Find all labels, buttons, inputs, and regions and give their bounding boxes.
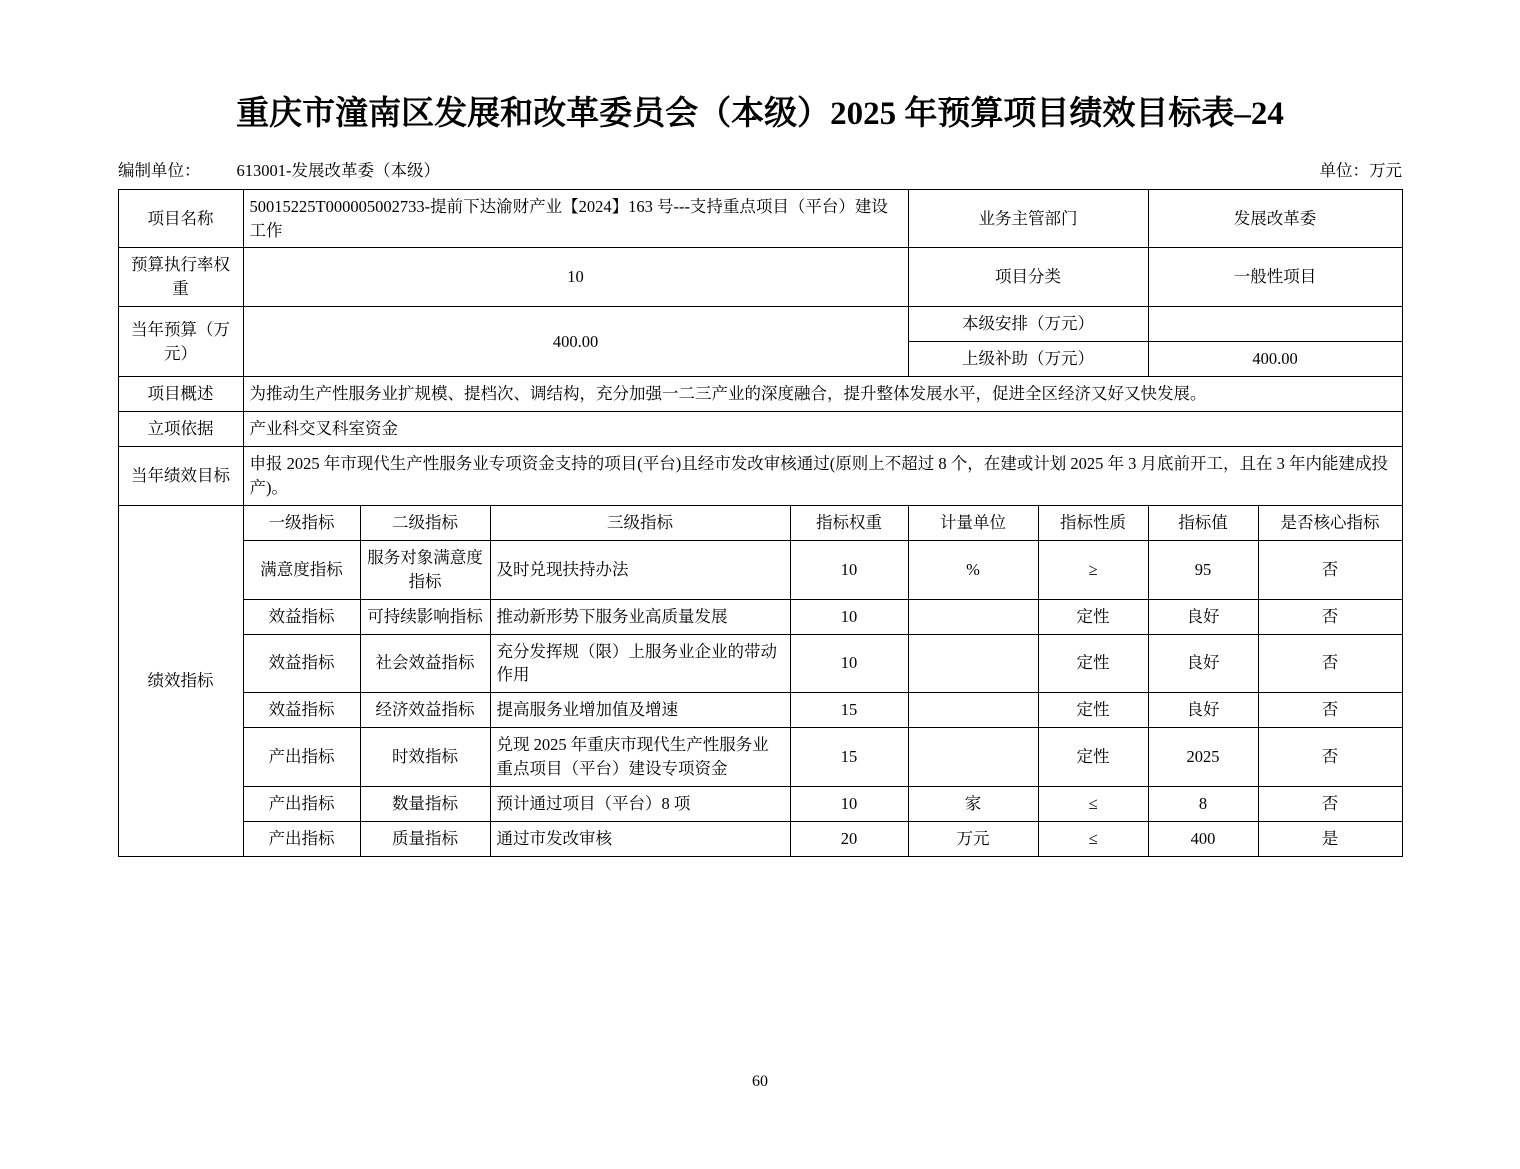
- indicator-weight: 20: [790, 822, 908, 857]
- performance-target-table: [118, 189, 1403, 857]
- indicator-header-row: [118, 505, 1402, 540]
- year-budget-value: 400.00: [243, 307, 908, 377]
- indicator-core: 否: [1258, 540, 1402, 599]
- indicator-level1: 产出指标: [243, 728, 360, 787]
- year-goal-value: 申报 2025 年市现代生产性服务业专项资金支持的项目(平台)且经市发改审核通过(原则上不超过 8 个，在建或计划 2025 年 3 月底前开工，且在 3 年内能建成投产)。: [243, 446, 1402, 505]
- indicator-header-nature: 指标性质: [1038, 505, 1148, 540]
- table-row-local-arrange: [118, 307, 1402, 342]
- indicator-level2: 质量指标: [360, 822, 490, 857]
- indicator-nature: ≤: [1038, 822, 1148, 857]
- overview-value: 为推动生产性服务业扩规模、提档次、调结构，充分加强一二三产业的深度融合，提升整体发展水平，促进全区经济又好又快发展。: [243, 377, 1402, 412]
- table-row: [118, 693, 1402, 728]
- indicator-level1: 满意度指标: [243, 540, 360, 599]
- document-page: [0, 95, 1520, 1169]
- indicator-unit: [908, 693, 1038, 728]
- indicator-nature: ≤: [1038, 787, 1148, 822]
- project-name-label: 项目名称: [118, 189, 243, 248]
- indicator-core: 否: [1258, 787, 1402, 822]
- indicator-level3: 推动新形势下服务业高质量发展: [490, 599, 790, 634]
- indicator-unit: [908, 728, 1038, 787]
- indicator-header-unit: 计量单位: [908, 505, 1038, 540]
- indicator-level3: 通过市发改审核: [490, 822, 790, 857]
- indicator-nature: 定性: [1038, 693, 1148, 728]
- indicator-header-level2: 二级指标: [360, 505, 490, 540]
- upper-subsidy-value: 400.00: [1148, 342, 1402, 377]
- dept-label: 业务主管部门: [908, 189, 1148, 248]
- indicator-header-level3: 三级指标: [490, 505, 790, 540]
- table-row: [118, 599, 1402, 634]
- indicator-weight: 10: [790, 540, 908, 599]
- indicator-weight: 10: [790, 787, 908, 822]
- indicator-level1: 产出指标: [243, 787, 360, 822]
- indicator-level1: 效益指标: [243, 599, 360, 634]
- indicator-header-value: 指标值: [1148, 505, 1258, 540]
- indicator-nature: 定性: [1038, 599, 1148, 634]
- indicator-value: 8: [1148, 787, 1258, 822]
- indicator-core: 否: [1258, 634, 1402, 693]
- table-row-project-name: [118, 189, 1402, 248]
- exec-weight-label: 预算执行率权重: [118, 248, 243, 307]
- indicator-core: 否: [1258, 599, 1402, 634]
- indicator-level3: 充分发挥规（限）上服务业企业的带动作用: [490, 634, 790, 693]
- dept-value: 发展改革委: [1148, 189, 1402, 248]
- indicator-weight: 10: [790, 599, 908, 634]
- meta-row: [0, 157, 1520, 181]
- table-row-exec-weight: [118, 248, 1402, 307]
- unit-label: 单位：万元: [1319, 160, 1402, 180]
- indicator-level2: 社会效益指标: [360, 634, 490, 693]
- indicator-level3: 兑现 2025 年重庆市现代生产性服务业重点项目（平台）建设专项资金: [490, 728, 790, 787]
- indicator-unit: [908, 599, 1038, 634]
- indicator-level3: 预计通过项目（平台）8 项: [490, 787, 790, 822]
- indicator-value: 良好: [1148, 599, 1258, 634]
- table-row-basis: [118, 412, 1402, 447]
- indicator-unit: %: [908, 540, 1038, 599]
- indicator-nature: ≥: [1038, 540, 1148, 599]
- overview-label: 项目概述: [118, 377, 243, 412]
- indicators-section-label: 绩效指标: [118, 505, 243, 856]
- indicator-unit: [908, 634, 1038, 693]
- indicator-value: 良好: [1148, 693, 1258, 728]
- indicator-nature: 定性: [1038, 728, 1148, 787]
- indicator-value: 400: [1148, 822, 1258, 857]
- project-name-value: 50015225T000005002733-提前下达渝财产业【2024】163 号---支持重点项目（平台）建设工作: [243, 189, 908, 248]
- page-number: 60: [752, 1073, 768, 1090]
- table-row: [118, 787, 1402, 822]
- exec-weight-value: 10: [243, 248, 908, 307]
- indicator-level1: 效益指标: [243, 634, 360, 693]
- indicator-core: 是: [1258, 822, 1402, 857]
- indicator-level2: 经济效益指标: [360, 693, 490, 728]
- local-arrange-label: 本级安排（万元）: [908, 307, 1148, 342]
- upper-subsidy-label: 上级补助（万元）: [908, 342, 1148, 377]
- indicator-level3: 提高服务业增加值及增速: [490, 693, 790, 728]
- indicator-level1: 产出指标: [243, 822, 360, 857]
- indicator-level2: 服务对象满意度指标: [360, 540, 490, 599]
- compiler-info: [118, 157, 440, 181]
- indicator-weight: 15: [790, 728, 908, 787]
- indicator-header-weight: 指标权重: [790, 505, 908, 540]
- indicator-header-core: 是否核心指标: [1258, 505, 1402, 540]
- page-title: 重庆市潼南区发展和改革委员会（本级）2025 年预算项目绩效目标表–24: [236, 96, 1284, 132]
- basis-value: 产业科交叉科室资金: [243, 412, 1402, 447]
- year-goal-label: 当年绩效目标: [118, 446, 243, 505]
- indicator-core: 否: [1258, 728, 1402, 787]
- indicator-level1: 效益指标: [243, 693, 360, 728]
- table-row: [118, 728, 1402, 787]
- table-row: [118, 634, 1402, 693]
- category-label: 项目分类: [908, 248, 1148, 307]
- indicator-unit: 万元: [908, 822, 1038, 857]
- compiler-value: 613001-发展改革委（本级）: [236, 160, 440, 180]
- indicator-level2: 数量指标: [360, 787, 490, 822]
- indicator-weight: 10: [790, 634, 908, 693]
- indicator-core: 否: [1258, 693, 1402, 728]
- indicator-nature: 定性: [1038, 634, 1148, 693]
- indicator-value: 2025: [1148, 728, 1258, 787]
- indicator-value: 95: [1148, 540, 1258, 599]
- indicator-weight: 15: [790, 693, 908, 728]
- table-row-year-goal: [118, 446, 1402, 505]
- compiler-label: 编制单位：: [118, 160, 201, 180]
- indicator-header-level1: 一级指标: [243, 505, 360, 540]
- table-row: [118, 822, 1402, 857]
- local-arrange-value: [1148, 307, 1402, 342]
- category-value: 一般性项目: [1148, 248, 1402, 307]
- basis-label: 立项依据: [118, 412, 243, 447]
- indicator-level3: 及时兑现扶持办法: [490, 540, 790, 599]
- table-row: [118, 540, 1402, 599]
- indicator-value: 良好: [1148, 634, 1258, 693]
- indicator-level2: 时效指标: [360, 728, 490, 787]
- table-row-overview: [118, 377, 1402, 412]
- indicator-unit: 家: [908, 787, 1038, 822]
- year-budget-label: 当年预算（万元）: [118, 307, 243, 377]
- indicator-level2: 可持续影响指标: [360, 599, 490, 634]
